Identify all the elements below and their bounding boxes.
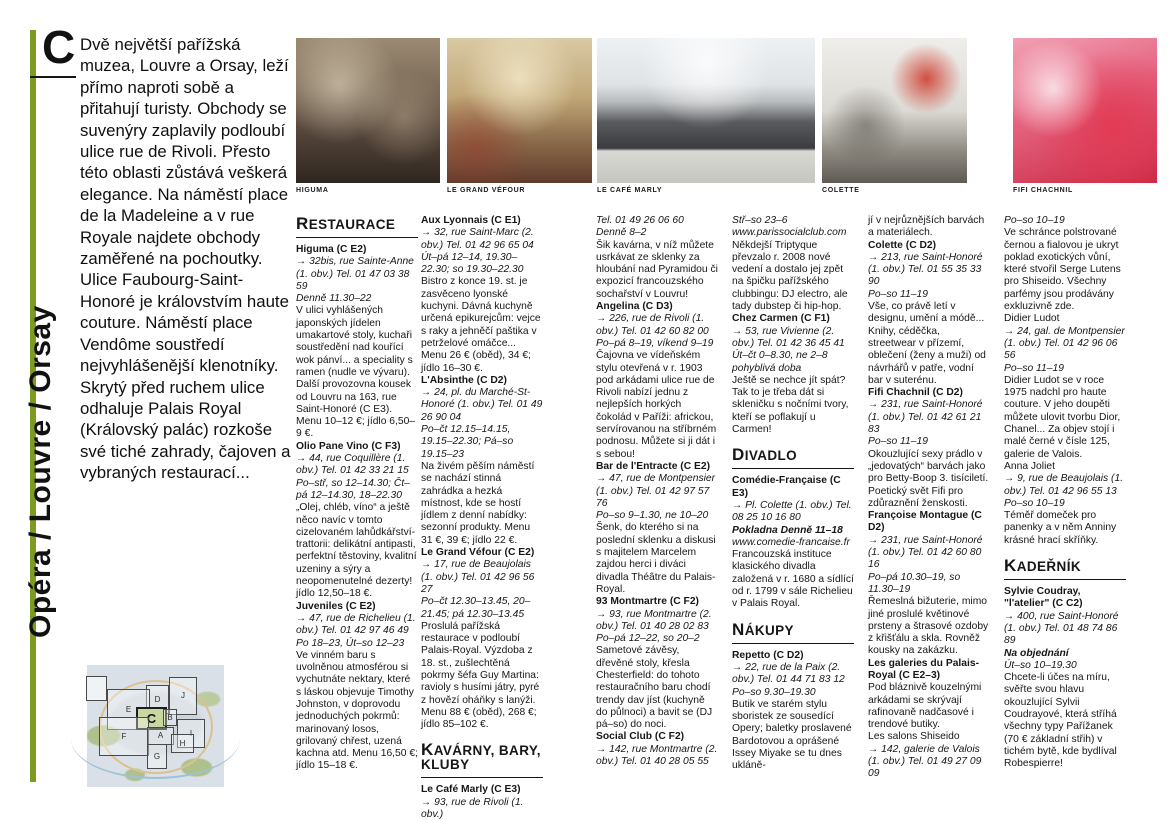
listing-name: Le Café Marly (C E3) bbox=[421, 784, 521, 796]
listing-name: Juveniles (C E2) bbox=[296, 600, 376, 612]
photo-caption: HIGUMA bbox=[296, 187, 329, 194]
listing-website: www.comedie-francaise.fr bbox=[732, 536, 850, 548]
listing-column bbox=[296, 215, 418, 773]
photo-le-grand-vefour bbox=[447, 38, 592, 194]
listing-name: Colette (C D2) bbox=[868, 239, 937, 251]
listing-address: → 226, rue de Rivoli (1. obv.) Tel. 01 42 60 82 00 bbox=[596, 313, 709, 337]
listing-hours: Po–so 11–19 bbox=[868, 288, 928, 300]
photo-caption: FIFI CHACHNIL bbox=[1013, 187, 1074, 194]
map-grid-g: G bbox=[147, 744, 167, 769]
listing-name: Les galeries du Palais-Royal (C E2–3) bbox=[868, 657, 980, 681]
listing-name: Françoise Montague (C D2) bbox=[868, 510, 982, 534]
listing-description: „Olej, chléb, víno“ a ještě něco navíc v tomto cizelovaném lahůdkářství-trattorii: delikátní antipasti, perfektní těstoviny, kvalitní uzeniny a sýry a neopomenutelné dezerty! jídlo 12,50–18 €. bbox=[296, 502, 417, 600]
listing-description: Ve vinném baru s uvolněnou atmosférou si vychutnáte nektary, které s láskou objevuje Timothy Johnston, v doprovodu jednoduchých pokrmů: marinovaný losos, grilovaný chřest, uzená kachna atd. Menu 16,50 €; jídlo 15–18 €. bbox=[296, 649, 418, 772]
listing-description: Na živém pěším náměstí se nachází stinná zahrádka a hezká místnost, kde se hostí jídlem z denní nabídky: sezonní produkty. Menu 31 €, 39 €; jídlo 22 €. bbox=[421, 460, 535, 546]
listing-address: → 53, rue Vivienne (2. obv.) Tel. 01 42 36 45 41 bbox=[732, 325, 845, 349]
listing-address: → 93, rue Montmartre (2. obv.) Tel. 01 40 28 02 83 bbox=[596, 608, 712, 632]
listing-description: Ještě se nechce jít spát? Tak to je třeba dát si skleničku s nočními tvory, kteří se poflakují u Carmen! bbox=[732, 374, 849, 436]
listing-subname: Les salons Shiseido bbox=[868, 731, 960, 743]
listing-address: → 231, rue Saint-Honoré (1. obv.) Tel. 01 42 61 21 83 bbox=[868, 399, 983, 436]
listing-address: → 47, rue de Montpensier (1. obv.) Tel. 01 42 97 57 76 bbox=[596, 473, 716, 509]
listing-description: V ulici vyhlášených japonských jídelen umakartové stoly, kuchaři soustředění nad kouřící wok pánví... a speciality s ramen (nudle ve vývaru). Další provozovna kousek od Louvru na 163, rue Saint-Honoré (C E3). Menu 10–12 €; jídlo 6,50–9 €. bbox=[296, 305, 416, 440]
listing-name: Sylvie Coudray, "l'atelier" (C C2) bbox=[1004, 586, 1083, 610]
listing-subname: Didier Ludot bbox=[1004, 313, 1060, 325]
photo-image bbox=[447, 38, 592, 183]
listing-hours: Po–so 10–19 bbox=[1004, 497, 1065, 509]
listing-description: Řemeslná bižuterie, mimo jiné proslulé květinové prsteny a štrasové ozdoby z křišťálu a skla. Rovněž kousky na zakázku. bbox=[868, 596, 989, 657]
listing-description: Šik kavárna, v níž můžete usrkávat ze sklenky za hloubání nad Pyramidou či expozicí francouzského sochařství v Louvru! bbox=[596, 239, 718, 300]
listing-hours: Stř–so 23–6 bbox=[732, 215, 788, 226]
listing-description: Šenk, do kterého si na poslední sklenku a diskusi s majitelem Marcelem zajdou herci i diváci divadla Théâtre du Palais-Royal. bbox=[596, 522, 716, 595]
listing-description: Vše, co právě letí v designu, umění a módě... Knihy, céděčka, streetwear v přízemí, oblečení (ženy a muži) od návrhářů v patře, vodní bar v suterénu. bbox=[868, 301, 986, 386]
listing-name: Le Grand Véfour (C E2) bbox=[421, 547, 535, 559]
listing-name: Higuma (C E2) bbox=[296, 244, 367, 255]
photo-fifi-chachnil bbox=[1013, 38, 1157, 194]
listing-hours: Po–pá 10.30–19, so 11.30–19 bbox=[868, 571, 961, 595]
photo-caption: COLETTE bbox=[822, 187, 860, 194]
listing-name: Repetto (C D2) bbox=[732, 649, 804, 661]
listing-address: → 9, rue de Beaujolais (1. obv.) Tel. 01 42 96 55 13 bbox=[1004, 473, 1124, 497]
listing-address: → 142, rue Montmartre (2. obv.) Tel. 01 40 28 05 55 bbox=[596, 743, 718, 768]
listing-hours: Po–so 11–19 bbox=[1004, 362, 1064, 374]
section-heading: KADEŘNÍK bbox=[1004, 559, 1126, 580]
map-inset-box bbox=[86, 676, 107, 701]
listing-address: → 24, pl. du Marché-St-Honoré (1. obv.) Tel. 01 49 26 90 04 bbox=[421, 387, 543, 423]
listing-address: → 142, galerie de Valois (1. obv.) Tel. 01 49 27 09 09 bbox=[868, 743, 982, 780]
listing-address: → 213, rue Saint-Honoré (1. obv.) Tel. 01 55 35 33 90 bbox=[868, 251, 983, 288]
section-heading: RESTAURACE bbox=[296, 217, 418, 238]
photo-le-cafe-marly bbox=[597, 38, 815, 194]
listing-name: Comédie-Française (C E3) bbox=[732, 475, 841, 499]
listing-hours: Po–so 10–19 bbox=[1004, 215, 1065, 226]
listing-name: Bar de l'Entracte (C E2) bbox=[596, 460, 711, 472]
listing-address: → 32bis, rue Sainte-Anne (1. obv.) Tel. 01 47 03 38 59 bbox=[296, 256, 414, 292]
listing-description: Bistro z konce 19. st. je zasvěceno lyonské kuchyni. Dávná kuchyně určená epikurejcům: vejce s raky a jehněčí paštika v petrželové omáčce... Menu 26 € (oběd), 34 €; jídlo 16–30 €. bbox=[421, 276, 541, 374]
overview-map bbox=[87, 665, 224, 787]
listing-name: Aux Lyonnais (C E1) bbox=[421, 215, 521, 226]
map-grid-c-highlighted: C bbox=[136, 707, 167, 730]
listing-name: Angelina (C D3) bbox=[596, 301, 673, 313]
listing-hours: Po–so 9–1.30, ne 10–20 bbox=[596, 510, 709, 522]
listing-address: Tel. 01 49 26 06 60 bbox=[596, 215, 684, 226]
photo-image bbox=[1013, 38, 1157, 183]
listing-name: Olio Pane Vino (C F3) bbox=[296, 440, 401, 452]
listing-name: Social Club (C F2) bbox=[596, 731, 685, 743]
map-grid-b: B bbox=[163, 709, 177, 726]
listing-description: Pod bláznivě kouzelnými arkádami se skrývají rafinovaně nadčasové i trendové butiky. bbox=[868, 682, 982, 731]
listing-hours: Po–čt 12.30–13.45, 20–21.45; pá 12.30–13.45 bbox=[421, 596, 531, 620]
intro-paragraph: Dvě největší pařížská muzea, Louvre a Orsay, leží přímo naproti sobě a přitahují turisty. Obchody se suvenýry zaplavily podloubí ulice rue de Rivoli. Přesto této oblasti zůstává veškerá elegance. Na náměstí place de la Madeleine a v rue Royale najdete obchody zaměřené na pochoutky. Ulice Faubourg-Saint-Honoré je královstvím haute couture. Náměstí place Vendôme soustředí nejvyhlášenější klenotníky. Skrytý před ruchem ulice odhaluje Palais Royal (Královský palác) rozkoše své tiché zahrady, čajoven a vybraných restaurací... bbox=[80, 35, 291, 483]
map-grid-i: I bbox=[177, 719, 205, 748]
listing-address: → 47, rue de Richelieu (1. obv.) Tel. 01 42 97 46 49 bbox=[296, 612, 416, 637]
listing-hours: Út–čt 0–8.30, ne 2–8 pohyblivá doba bbox=[732, 350, 828, 374]
listing-column bbox=[732, 215, 854, 773]
photo-image bbox=[597, 38, 815, 183]
photo-colette bbox=[822, 38, 967, 194]
listing-hours: Po–so 11–19 bbox=[868, 436, 928, 448]
listing-name: Chez Carmen (C F1) bbox=[732, 313, 830, 325]
listing-hours: Po 18–23, Út–so 12–23 bbox=[296, 637, 405, 649]
listing-address: → 24, gal. de Montpensier (1. obv.) Tel. 01 42 96 06 56 bbox=[1004, 325, 1125, 362]
section-letter: C bbox=[42, 21, 76, 73]
listing-description: Didier Ludot se v roce 1975 nadchl pro haute couture. V jeho doupěti můžete ulovit tvorbu Dior, Chanel... Za objev stojí i malé černé v čísle 125, galerie de Valois. bbox=[1004, 374, 1121, 460]
map-grid-j: J bbox=[169, 677, 197, 715]
listing-description: jí v nejrůznějších barvách a materiálech. bbox=[868, 215, 985, 239]
map-grid-a: A bbox=[147, 727, 174, 745]
map-grid-f: F bbox=[99, 717, 149, 756]
listing-address: → 32, rue Saint-Marc (2. obv.) Tel. 01 42 96 65 04 bbox=[421, 227, 534, 251]
listing-description: Ve schránce polstrované černou a fialovou je ukryt poklad exotických vůní, které stvořil Serge Lutens pro Shiseido. Všechny parfémy jsou prodávány exkluzivně zde. bbox=[1004, 227, 1121, 313]
listing-subname: Anna Joliet bbox=[1004, 460, 1055, 472]
listing-hours: Denně 11.30–22 bbox=[296, 293, 372, 305]
listing-hours: Po–čt 12.15–14.15, 19.15–22.30; Pá–so 19.15–23 bbox=[421, 424, 514, 460]
map-grid-h: H bbox=[171, 734, 194, 753]
listing-hours: Po–pá 12–22, so 20–2 bbox=[596, 633, 700, 645]
listing-address: → 400, rue Saint-Honoré (1. obv.) Tel. 01 48 74 86 89 bbox=[1004, 610, 1119, 647]
listing-hours: Út–pá 12–14, 19.30–22.30; so 19.30–22.30 bbox=[421, 251, 524, 276]
listing-address: → Pl. Colette (1. obv.) Tel. 08 25 10 16 80 bbox=[732, 499, 852, 524]
section-title-vertical: Opéra / Louvre / Orsay bbox=[24, 305, 57, 638]
map-grid-e: E bbox=[107, 689, 150, 730]
section-heading: KAVÁRNY, BARY, KLUBY bbox=[421, 743, 543, 778]
listing-name: L'Absinthe (C D2) bbox=[421, 374, 507, 386]
photo-image bbox=[296, 38, 440, 183]
listing-description: Téměř domeček pro panenky a v něm Anniny krásné hrací skříňky. bbox=[1004, 510, 1117, 546]
listing-description: Chcete-li účes na míru, svěřte svou hlavu okouzlující Sylvii Coudrayové, která stříhá všechny typy Pařížanek (70 € základní střih) v tichém bytě, kde bydlíval Robespierre! bbox=[1004, 672, 1117, 770]
listing-column bbox=[868, 215, 990, 781]
listing-address: → 44, rue Coquillère (1. obv.) Tel. 01 42 33 21 15 bbox=[296, 453, 409, 477]
listing-name: Fifi Chachnil (C D2) bbox=[868, 387, 963, 399]
listing-column bbox=[1004, 215, 1126, 770]
listing-hours: Po–stř, so 12–14.30; Čt–pá 12–14.30, 18–22.30 bbox=[296, 477, 410, 501]
listing-description: Butik ve starém stylu sboristek ze sousedící Opery; baletky proslavené Bardotovou a oprášené Issey Miyake se tu dnes ukláně- bbox=[732, 698, 852, 772]
photo-caption: LE CAFÉ MARLY bbox=[597, 187, 663, 194]
listing-column bbox=[596, 215, 718, 768]
photo-caption: LE GRAND VÉFOUR bbox=[447, 187, 526, 194]
listing-hours: Po–pá 8–19, víkend 9–19 bbox=[596, 337, 714, 349]
listing-address: → 231, rue Saint-Honoré (1. obv.) Tel. 01 42 60 80 16 bbox=[868, 534, 983, 571]
map-grid-d: D bbox=[146, 685, 169, 714]
listing-column bbox=[421, 215, 543, 821]
section-heading: NÁKUPY bbox=[732, 623, 854, 644]
listing-address: → 22, rue de la Paix (2. obv.) Tel. 01 44 71 83 12 bbox=[732, 661, 845, 686]
listing-address: → 93, rue de Rivoli (1. obv.) bbox=[421, 796, 524, 821]
photo-higuma bbox=[296, 38, 440, 194]
section-heading: DIVADLO bbox=[732, 448, 854, 469]
listing-address: → 17, rue de Beaujolais (1. obv.) Tel. 01 42 96 56 27 bbox=[421, 559, 535, 595]
listing-description: Někdejší Triptyque převzalo r. 2008 nové vedení a dostalo jej zpět na špičku pařížského clubbingu: DJ electro, ale tady dubstep či hip-hop. bbox=[732, 239, 848, 313]
listing-description: Francouzská instituce klasického divadla založená v r. 1680 a sídlící od r. 1799 v sále Richelieu v Palais Royal. bbox=[732, 549, 854, 610]
divider bbox=[30, 76, 76, 78]
photo-image bbox=[822, 38, 967, 183]
listing-name: 93 Montmartre (C F2) bbox=[596, 596, 699, 608]
listing-note: Na objednání bbox=[1004, 647, 1069, 659]
listing-description: Čajovna ve vídeňském stylu otevřená v r. 1903 pod arkádami ulice rue de Rivoli nabízí jednu z nejlepších horkých čokolád v Paříži: africkou, servírovanou na stříbrném podnosu. Můžete si ji dát i s sebou! bbox=[596, 350, 717, 460]
listing-description: Sametové závěsy, dřevěné stoly, křesla Chesterfield: do tohoto restauračního baru chodí trendy dav jíst (kuchyně do půlnoci) a bavit se (DJ pá–so) do noci. bbox=[596, 645, 713, 731]
listing-note: Pokladna Denně 11–18 bbox=[732, 524, 843, 536]
listing-description: Okouzlující sexy prádlo v „jedovatých“ barvách jako pro Betty-Boop 3. tisíciletí. Poetický svět Fifi pro zdůraznění ženskosti. bbox=[868, 448, 989, 509]
listing-description: Proslulá pařížská restaurace v podloubí Palais-Royal. Výzdoba z 18. st., zušlechtěná pokrmy šéfa Guy Martina: ravioly s husími játry, pyré z hovězí oháňky s lanýži. Menu 88 € (oběd), 268 €; jídlo 85–102 €. bbox=[421, 620, 540, 731]
listing-hours: Út–so 10–19.30 bbox=[1004, 659, 1077, 671]
listing-website: www.parissocialclub.com bbox=[732, 227, 847, 239]
listing-hours: Denně 8–2 bbox=[596, 227, 647, 239]
listing-hours: Po–so 9.30–19.30 bbox=[732, 686, 816, 698]
